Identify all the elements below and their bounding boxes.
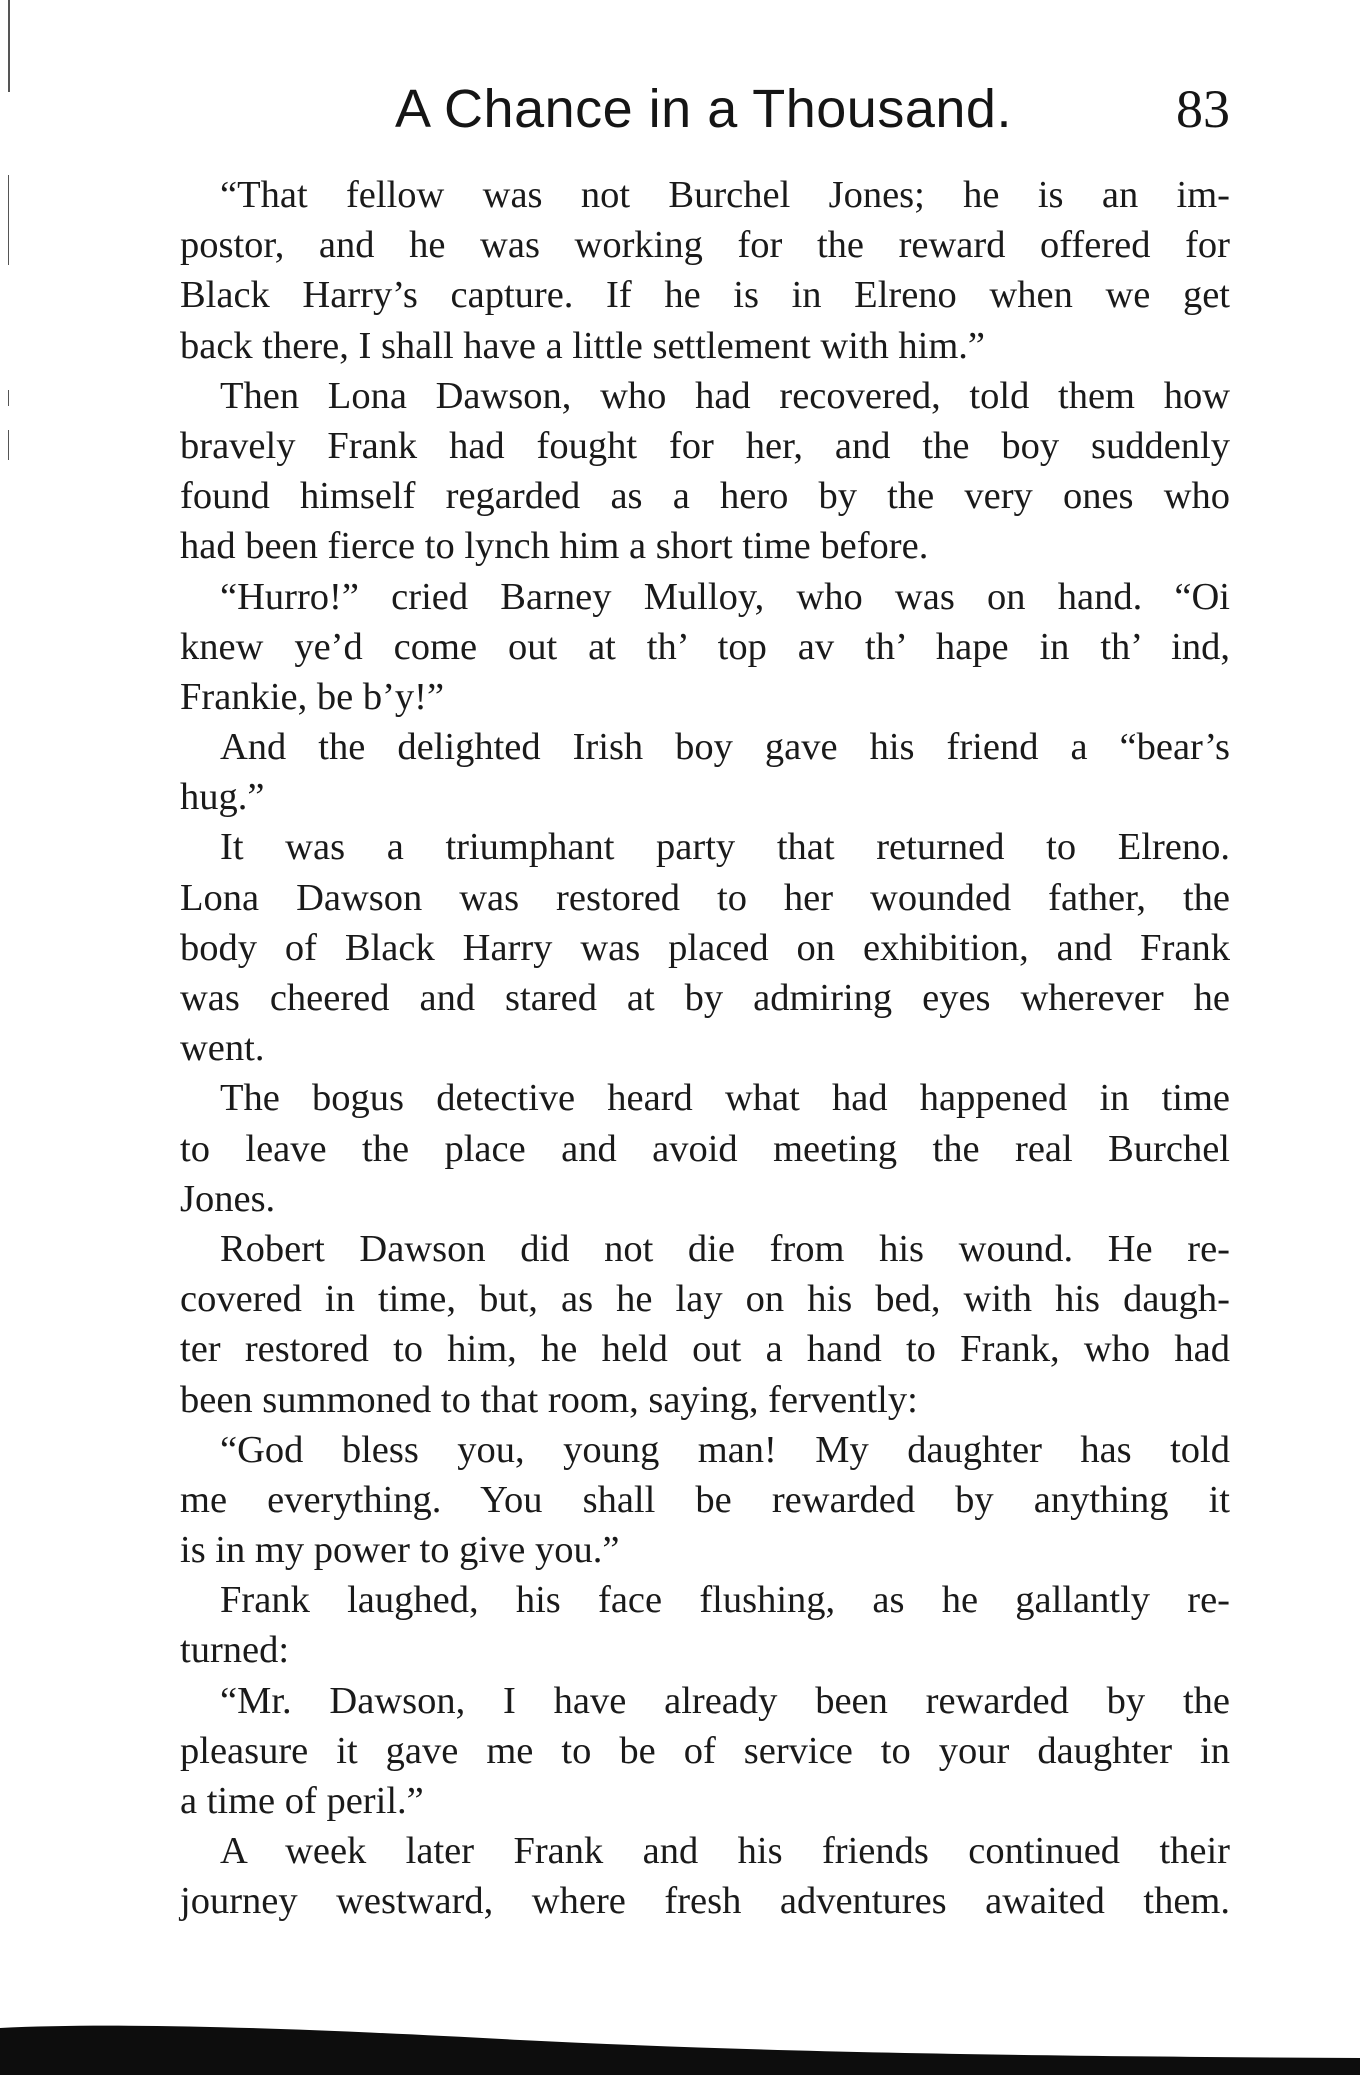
text-line: Frankie, be b’y!”	[180, 675, 445, 718]
text-line: journey westward, where fresh adventures awaited them.	[180, 1880, 1230, 1923]
text-line: Frank laughed, his face flushing, as he gallantly re-	[220, 1579, 1230, 1622]
scan-edge-mark	[8, 0, 10, 92]
text-line: ter restored to him, he held out a hand to Frank, who had	[180, 1328, 1230, 1371]
text-line: “Hurro!” cried Barney Mulloy, who was on hand. “Oi	[220, 575, 1230, 618]
text-line: is in my power to give you.”	[180, 1529, 620, 1572]
text-line: went.	[180, 1027, 265, 1070]
text-line: a time of peril.”	[180, 1780, 424, 1822]
text-line: A week later Frank and his friends continued their	[220, 1830, 1230, 1873]
text-line: turned:	[180, 1629, 290, 1672]
text-line: me everything. You shall be rewarded by anything it	[180, 1478, 1230, 1521]
text-line: postor, and he was working for the reward offered for	[180, 224, 1230, 267]
text-line: to leave the place and avoid meeting the real Burchel	[180, 1127, 1230, 1170]
text-line: hug.”	[180, 776, 265, 819]
text-line: covered in time, but, as he lay on his bed, with his daugh-	[180, 1278, 1230, 1321]
text-line: pleasure it gave me to be of service to your daughter in	[180, 1729, 1230, 1772]
body-text	[180, 170, 1230, 1927]
scan-edge-mark	[8, 390, 9, 406]
text-line: knew ye’d come out at th’ top av th’ hape in th’ ind,	[180, 625, 1230, 668]
text-line: “God bless you, young man! My daughter has told	[220, 1428, 1230, 1471]
text-line: back there, I shall have a little settlement with him.”	[180, 324, 986, 367]
text-line: Black Harry’s capture. If he is in Elreno when we get	[180, 274, 1230, 317]
page-number: 83	[1176, 79, 1230, 139]
text-line: Then Lona Dawson, who had recovered, told them how	[220, 374, 1230, 417]
text-line: Lona Dawson was restored to her wounded father, the	[180, 876, 1230, 919]
text-line: The bogus detective heard what had happened in time	[220, 1077, 1230, 1120]
scan-shadow-band	[0, 2026, 1360, 2075]
text-line: Jones.	[180, 1177, 276, 1220]
page-bottom-edge	[0, 2000, 1360, 2075]
text-line: “Mr. Dawson, I have already been rewarded by the	[220, 1679, 1230, 1722]
text-line: body of Black Harry was placed on exhibition, and Frank	[180, 926, 1230, 969]
text-line: It was a triumphant party that returned to Elreno.	[220, 826, 1230, 869]
scan-edge-mark	[8, 175, 9, 265]
text-line: was cheered and stared at by admiring eyes wherever he	[180, 977, 1230, 1019]
text-line: And the delighted Irish boy gave his friend a “bear’s	[220, 726, 1230, 769]
text-line: bravely Frank had fought for her, and the boy suddenly	[180, 424, 1230, 467]
text-line: found himself regarded as a hero by the very ones who	[180, 475, 1230, 518]
text-line: had been fierce to lynch him a short time before.	[180, 525, 929, 568]
running-head	[180, 78, 1240, 148]
text-line: been summoned to that room, saying, fervently:	[180, 1378, 918, 1421]
text-line: Robert Dawson did not die from his wound. He re-	[220, 1227, 1230, 1270]
text-line: “That fellow was not Burchel Jones; he is an im-	[220, 174, 1230, 216]
scan-edge-mark	[8, 430, 9, 460]
page-title: A Chance in a Thousand.	[395, 79, 1012, 139]
